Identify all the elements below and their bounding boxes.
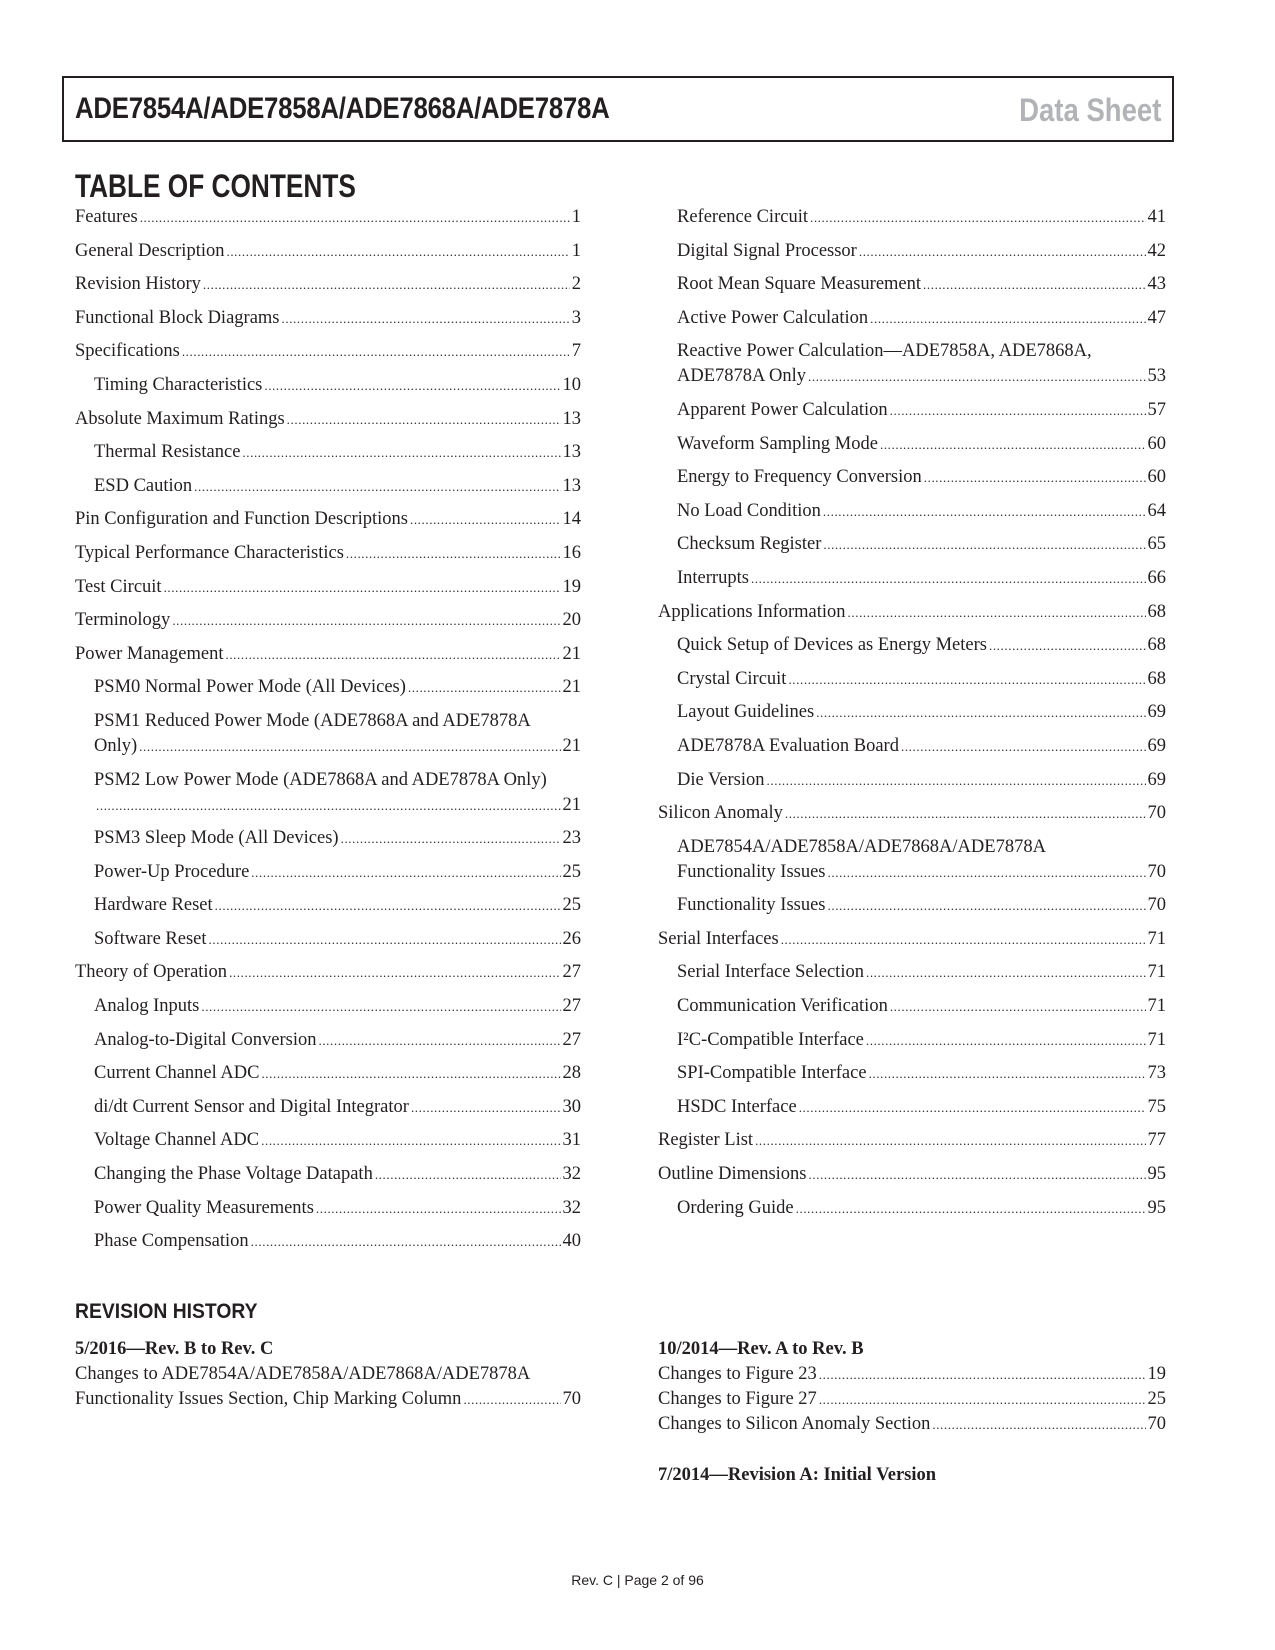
toc-entry[interactable]: [75, 826, 581, 851]
toc-entry[interactable]: [75, 407, 581, 432]
dot-leader: [866, 960, 1146, 985]
toc-entry[interactable]: [658, 600, 1166, 625]
dot-leader: [989, 633, 1146, 658]
dot-leader: [828, 893, 1146, 918]
toc-entry[interactable]: [75, 994, 581, 1019]
toc-entry[interactable]: [75, 709, 581, 759]
dot-leader: [251, 860, 560, 885]
toc-entry-continuation-text: Only): [94, 735, 138, 756]
dot-leader: [164, 575, 561, 600]
dot-leader: [346, 541, 561, 566]
rev-c-page: 70: [562, 1389, 581, 1409]
toc-entry-text: General Description: [75, 240, 225, 261]
toc-entry-text: Reactive Power Calculation—ADE7858A, ADE7868A,: [677, 341, 1092, 362]
toc-entry[interactable]: [75, 1095, 581, 1120]
toc-entry[interactable]: [75, 1028, 581, 1053]
toc-entry-page: 64: [1147, 500, 1166, 521]
toc-entry-page: 21: [562, 677, 581, 698]
dot-leader: [172, 608, 560, 633]
toc-left-column: [75, 205, 581, 1263]
toc-entry-text: PSM0 Normal Power Mode (All Devices): [94, 677, 406, 698]
toc-entry-page: 40: [562, 1231, 581, 1252]
dot-leader: [816, 700, 1145, 725]
dot-leader: [287, 407, 561, 432]
dot-leader: [924, 465, 1146, 490]
toc-entry-text: Crystal Circuit: [677, 668, 787, 689]
toc-entry-text: Phase Compensation: [94, 1231, 249, 1252]
toc-entry[interactable]: [75, 1196, 581, 1221]
toc-entry-text: Pin Configuration and Function Descriptions: [75, 509, 408, 530]
toc-entry-text: Absolute Maximum Ratings: [75, 408, 285, 429]
toc-entry-text: Power Quality Measurements: [94, 1197, 314, 1218]
toc-entry-page: 47: [1147, 307, 1166, 328]
toc-entry-page: 13: [562, 442, 581, 463]
toc-entry-text: Functionality Issues: [677, 895, 826, 916]
dot-leader: [375, 1162, 561, 1187]
toc-entry-text: Hardware Reset: [94, 895, 213, 916]
toc-entry-page: 60: [1147, 433, 1166, 454]
toc-entry[interactable]: [75, 1128, 581, 1153]
dot-leader: [242, 440, 560, 465]
rev-c-line-2: [75, 1387, 581, 1412]
toc-entry[interactable]: [75, 1061, 581, 1086]
toc-entry[interactable]: [658, 801, 1166, 826]
dot-leader: [203, 272, 570, 297]
toc-entry-page: 95: [1147, 1197, 1166, 1218]
toc-entry[interactable]: [658, 566, 1166, 591]
toc-entry[interactable]: [658, 272, 1166, 297]
toc-entry-text: Energy to Frequency Conversion: [677, 467, 922, 488]
toc-entry-page: 23: [562, 828, 581, 849]
toc-entry[interactable]: [658, 532, 1166, 557]
toc-entry-text: ADE7854A/ADE7858A/ADE7868A/ADE7878A: [677, 836, 1046, 857]
toc-entry[interactable]: [658, 239, 1166, 264]
toc-entry-text: Typical Performance Characteristics: [75, 542, 344, 563]
toc-entry[interactable]: [75, 306, 581, 331]
toc-entry-text: Ordering Guide: [677, 1197, 794, 1218]
toc-entry-page: 20: [562, 610, 581, 631]
dot-leader: [316, 1196, 561, 1221]
toc-entry-page: 69: [1147, 735, 1166, 756]
dot-leader: [341, 826, 561, 851]
toc-entry-continuation-page: 53: [1147, 366, 1166, 387]
rev-b-list: [658, 1362, 1166, 1437]
toc-entry[interactable]: [75, 1162, 581, 1187]
toc-entry-page: 21: [562, 643, 581, 664]
revision-history-right: [658, 1337, 1166, 1488]
toc-entry-text: Outline Dimensions: [658, 1164, 807, 1185]
part-numbers-title: ADE7854A/ADE7858A/ADE7868A/ADE7878A: [75, 92, 610, 125]
toc-entry[interactable]: [75, 1229, 581, 1254]
toc-entry-page: 32: [562, 1197, 581, 1218]
dot-leader: [808, 364, 1146, 389]
toc-entry-text: PSM1 Reduced Power Mode (ADE7868A and ADE7878A: [94, 710, 531, 731]
dot-leader: [215, 893, 561, 918]
dot-leader: [809, 1162, 1146, 1187]
toc-entry-page: 27: [562, 1029, 581, 1050]
toc-entry-continuation-text: Functionality Issues: [677, 861, 826, 882]
toc-entry[interactable]: [658, 306, 1166, 331]
toc-entry-page: 32: [562, 1164, 581, 1185]
toc-entry-page: 31: [562, 1130, 581, 1151]
toc-entry[interactable]: [75, 575, 581, 600]
toc-entry-page: 16: [562, 542, 581, 563]
toc-entry[interactable]: [75, 239, 581, 264]
dot-leader: [869, 1061, 1146, 1086]
toc-entry-page: 71: [1147, 1029, 1166, 1050]
toc-entry-text: Active Power Calculation: [677, 307, 869, 328]
toc-entry-continuation-page: 21: [562, 794, 581, 815]
toc-entry[interactable]: [75, 960, 581, 985]
dot-leader: [96, 793, 561, 818]
toc-entry-page: 13: [562, 475, 581, 496]
toc-entry-text: Reference Circuit: [677, 207, 808, 227]
dot-leader: [901, 734, 1146, 759]
toc-entry-text: Silicon Anomaly: [658, 803, 783, 824]
rev-b-item-page: 19: [1147, 1364, 1166, 1384]
dot-leader: [408, 675, 561, 700]
dot-leader: [890, 398, 1146, 423]
dot-leader: [261, 1061, 560, 1086]
dot-leader: [788, 667, 1145, 692]
toc-entry-text: Root Mean Square Measurement: [677, 274, 922, 295]
toc-entry[interactable]: [658, 700, 1166, 725]
toc-entry[interactable]: [658, 1162, 1166, 1187]
toc-entry-page: 71: [1147, 996, 1166, 1017]
dot-leader: [282, 306, 570, 331]
dot-leader: [785, 801, 1146, 826]
toc-entry-text: I²C-Compatible Interface: [677, 1029, 864, 1050]
toc-entry-page: 13: [562, 408, 581, 429]
toc-entry-page: 57: [1147, 399, 1166, 420]
toc-entry-text: Software Reset: [94, 928, 207, 949]
toc-entry-page: 68: [1147, 601, 1166, 622]
toc-entry[interactable]: [75, 768, 581, 818]
dot-leader: [226, 239, 569, 264]
toc-entry[interactable]: [658, 398, 1166, 423]
toc-entry-text: Theory of Operation: [75, 962, 228, 983]
toc-entry-page: 1: [571, 207, 581, 227]
toc-entry[interactable]: [658, 994, 1166, 1019]
rev-c-line-2-text: Functionality Issues Section, Chip Marking Column: [75, 1389, 462, 1409]
toc-entry-text: Serial Interface Selection: [677, 962, 864, 983]
dot-leader: [410, 507, 561, 532]
toc-entry-text: Power-Up Procedure: [94, 861, 250, 882]
toc-entry-page: 27: [562, 962, 581, 983]
dot-leader: [823, 499, 1146, 524]
toc-entry-page: 27: [562, 996, 581, 1017]
dot-leader: [767, 768, 1146, 793]
toc-entry-text: Specifications: [75, 341, 180, 362]
toc-entry-page: 70: [1147, 895, 1166, 916]
toc-entry-text: Voltage Channel ADC: [94, 1130, 260, 1151]
dot-leader: [261, 1128, 560, 1153]
toc-entry[interactable]: [75, 339, 581, 364]
toc-entry-text: Applications Information: [658, 601, 846, 622]
dot-leader: [194, 474, 560, 499]
toc-entry-text: Die Version: [677, 769, 765, 790]
dot-leader: [139, 734, 560, 759]
toc-entry[interactable]: [658, 633, 1166, 658]
toc-entry[interactable]: [75, 541, 581, 566]
toc-entry-text: Layout Guidelines: [677, 702, 815, 723]
rev-a-heading: 7/2014—Revision A: Initial Version: [658, 1465, 937, 1485]
dot-leader: [819, 1387, 1146, 1412]
dot-leader: [225, 642, 560, 667]
toc-entry[interactable]: [658, 1061, 1166, 1086]
toc-entry-page: 1: [571, 240, 581, 261]
dot-leader: [140, 205, 570, 230]
toc-entry[interactable]: [75, 893, 581, 918]
toc-entry-page: 69: [1147, 702, 1166, 723]
rev-b-item-page: 70: [1147, 1414, 1166, 1434]
dot-leader: [755, 1128, 1145, 1153]
toc-entry-page: 42: [1147, 240, 1166, 261]
dot-leader: [251, 1229, 561, 1254]
toc-entry[interactable]: [658, 1128, 1166, 1153]
dot-leader: [209, 927, 561, 952]
dot-leader: [796, 1196, 1146, 1221]
dot-leader: [799, 1095, 1146, 1120]
toc-entry-page: 3: [571, 307, 581, 328]
dot-leader: [229, 960, 560, 985]
toc-entry-text: Revision History: [75, 274, 201, 295]
dot-leader: [828, 860, 1146, 885]
dot-leader: [870, 306, 1145, 331]
dot-leader: [923, 272, 1145, 297]
rev-c-line-1: Changes to ADE7854A/ADE7858A/ADE7868A/ADE7878A: [75, 1364, 531, 1384]
toc-entry-page: 41: [1147, 207, 1166, 227]
toc-entry-text: Current Channel ADC: [94, 1063, 260, 1084]
rev-c-heading: 5/2016—Rev. B to Rev. C: [75, 1339, 274, 1359]
toc-entry-text: Analog Inputs: [94, 996, 200, 1017]
toc-entry-page: 10: [562, 374, 581, 395]
toc-entry[interactable]: [658, 1028, 1166, 1053]
toc-entry-page: 71: [1147, 962, 1166, 983]
toc-entry-page: 14: [562, 509, 581, 530]
toc-entry[interactable]: [658, 432, 1166, 457]
toc-entry[interactable]: [658, 734, 1166, 759]
toc-entry[interactable]: [75, 440, 581, 465]
toc-entry-text: Power Management: [75, 643, 224, 664]
toc-entry[interactable]: [658, 927, 1166, 952]
toc-right-column: [658, 205, 1166, 1229]
dot-leader: [859, 239, 1146, 264]
toc-entry[interactable]: [658, 667, 1166, 692]
toc-entry-page: 75: [1147, 1096, 1166, 1117]
toc-entry[interactable]: [75, 272, 581, 297]
toc-entry-page: 19: [562, 576, 581, 597]
rev-b-item-text: Changes to Figure 23: [658, 1364, 817, 1384]
toc-entry-continuation-text: ADE7878A Only: [677, 366, 806, 387]
toc-entry-text: Checksum Register: [677, 534, 822, 555]
toc-entry[interactable]: [658, 1095, 1166, 1120]
dot-leader: [318, 1028, 560, 1053]
toc-entry[interactable]: [658, 339, 1166, 389]
toc-entry-text: Apparent Power Calculation: [677, 399, 888, 420]
toc-entry-page: 95: [1147, 1164, 1166, 1185]
toc-entry-text: di/dt Current Sensor and Digital Integrator: [94, 1096, 409, 1117]
toc-entry-page: 66: [1147, 567, 1166, 588]
page-header: [62, 76, 1174, 142]
toc-entry-page: 60: [1147, 467, 1166, 488]
toc-entry-continuation-page: 70: [1147, 861, 1166, 882]
page-footer: Rev. C | Page 2 of 96: [571, 1572, 704, 1588]
toc-entry-page: 70: [1147, 803, 1166, 824]
toc-entry-text: Communication Verification: [677, 996, 888, 1017]
toc-entry-page: 28: [562, 1063, 581, 1084]
toc-entry-text: PSM2 Low Power Mode (ADE7868A and ADE7878A Only): [94, 769, 547, 790]
dot-leader: [932, 1412, 1145, 1437]
dot-leader: [781, 927, 1146, 952]
rev-b-item-page: 25: [1147, 1389, 1166, 1409]
toc-entry[interactable]: [75, 927, 581, 952]
toc-entry-page: 68: [1147, 635, 1166, 656]
toc-entry-page: 30: [562, 1096, 581, 1117]
rev-b-item-text: Changes to Silicon Anomaly Section: [658, 1414, 931, 1434]
dot-leader: [890, 994, 1146, 1019]
revision-history-left: [75, 1337, 581, 1412]
toc-entry[interactable]: [75, 507, 581, 532]
toc-entry[interactable]: [75, 205, 581, 230]
dot-leader: [880, 432, 1146, 457]
toc-entry-continuation-page: 21: [562, 735, 581, 756]
toc-entry[interactable]: [658, 893, 1166, 918]
toc-entry[interactable]: [75, 474, 581, 499]
toc-entry-text: ADE7878A Evaluation Board: [677, 735, 899, 756]
toc-entry-text: SPI-Compatible Interface: [677, 1063, 867, 1084]
toc-entry-page: 68: [1147, 668, 1166, 689]
toc-entry[interactable]: [75, 675, 581, 700]
toc-entry-text: Test Circuit: [75, 576, 162, 597]
dot-leader: [411, 1095, 561, 1120]
dot-leader: [866, 1028, 1146, 1053]
toc-entry-text: HSDC Interface: [677, 1096, 797, 1117]
toc-entry[interactable]: [75, 373, 581, 398]
revision-history-heading: REVISION HISTORY: [75, 1300, 258, 1323]
toc-heading: TABLE OF CONTENTS: [75, 168, 356, 204]
toc-entry-page: 25: [562, 861, 581, 882]
document-type-label: Data Sheet: [1018, 92, 1161, 128]
toc-entry-page: 7: [571, 341, 581, 362]
toc-entry[interactable]: [658, 768, 1166, 793]
rev-b-heading: 10/2014—Rev. A to Rev. B: [658, 1339, 864, 1359]
toc-entry-text: No Load Condition: [677, 500, 821, 521]
toc-entry[interactable]: [75, 642, 581, 667]
dot-leader: [264, 373, 560, 398]
toc-entry-text: Features: [75, 207, 138, 227]
dot-leader: [182, 339, 570, 364]
toc-entry-page: 73: [1147, 1063, 1166, 1084]
toc-entry-page: 77: [1147, 1130, 1166, 1151]
toc-entry[interactable]: [658, 960, 1166, 985]
toc-entry-text: Digital Signal Processor: [677, 240, 857, 261]
toc-entry-text: Waveform Sampling Mode: [677, 433, 878, 454]
toc-entry-text: Terminology: [75, 610, 171, 631]
dot-leader: [810, 205, 1146, 230]
toc-entry-text: Analog-to-Digital Conversion: [94, 1029, 317, 1050]
dot-leader: [819, 1362, 1146, 1387]
toc-entry-text: Serial Interfaces: [658, 928, 779, 949]
toc-entry-text: Register List: [658, 1130, 754, 1151]
rev-b-item-text: Changes to Figure 27: [658, 1389, 817, 1409]
toc-entry-text: ESD Caution: [94, 475, 193, 496]
toc-entry[interactable]: [658, 205, 1166, 230]
dot-leader: [201, 994, 560, 1019]
toc-entry-page: 43: [1147, 274, 1166, 295]
dot-leader: [848, 600, 1146, 625]
toc-entry-text: Interrupts: [677, 567, 749, 588]
toc-entry-page: 65: [1147, 534, 1166, 555]
toc-entry[interactable]: [75, 860, 581, 885]
toc-entry-page: 25: [562, 895, 581, 916]
toc-entry-text: Thermal Resistance: [94, 442, 241, 463]
toc-entry[interactable]: [658, 1196, 1166, 1221]
toc-entry-page: 71: [1147, 928, 1166, 949]
toc-entry[interactable]: [75, 608, 581, 633]
toc-entry-text: Timing Characteristics: [94, 374, 263, 395]
toc-entry-text: Changing the Phase Voltage Datapath: [94, 1164, 373, 1185]
toc-entry[interactable]: [658, 499, 1166, 524]
dot-leader: [751, 566, 1146, 591]
toc-entry-page: 2: [571, 274, 581, 295]
toc-entry-page: 26: [562, 928, 581, 949]
dot-leader: [823, 532, 1145, 557]
toc-entry[interactable]: [658, 465, 1166, 490]
toc-entry-text: PSM3 Sleep Mode (All Devices): [94, 828, 339, 849]
toc-entry-text: Functional Block Diagrams: [75, 307, 280, 328]
toc-entry-text: Quick Setup of Devices as Energy Meters: [677, 635, 987, 656]
dot-leader: [463, 1387, 560, 1412]
toc-entry[interactable]: [658, 835, 1166, 885]
toc-entry-page: 69: [1147, 769, 1166, 790]
